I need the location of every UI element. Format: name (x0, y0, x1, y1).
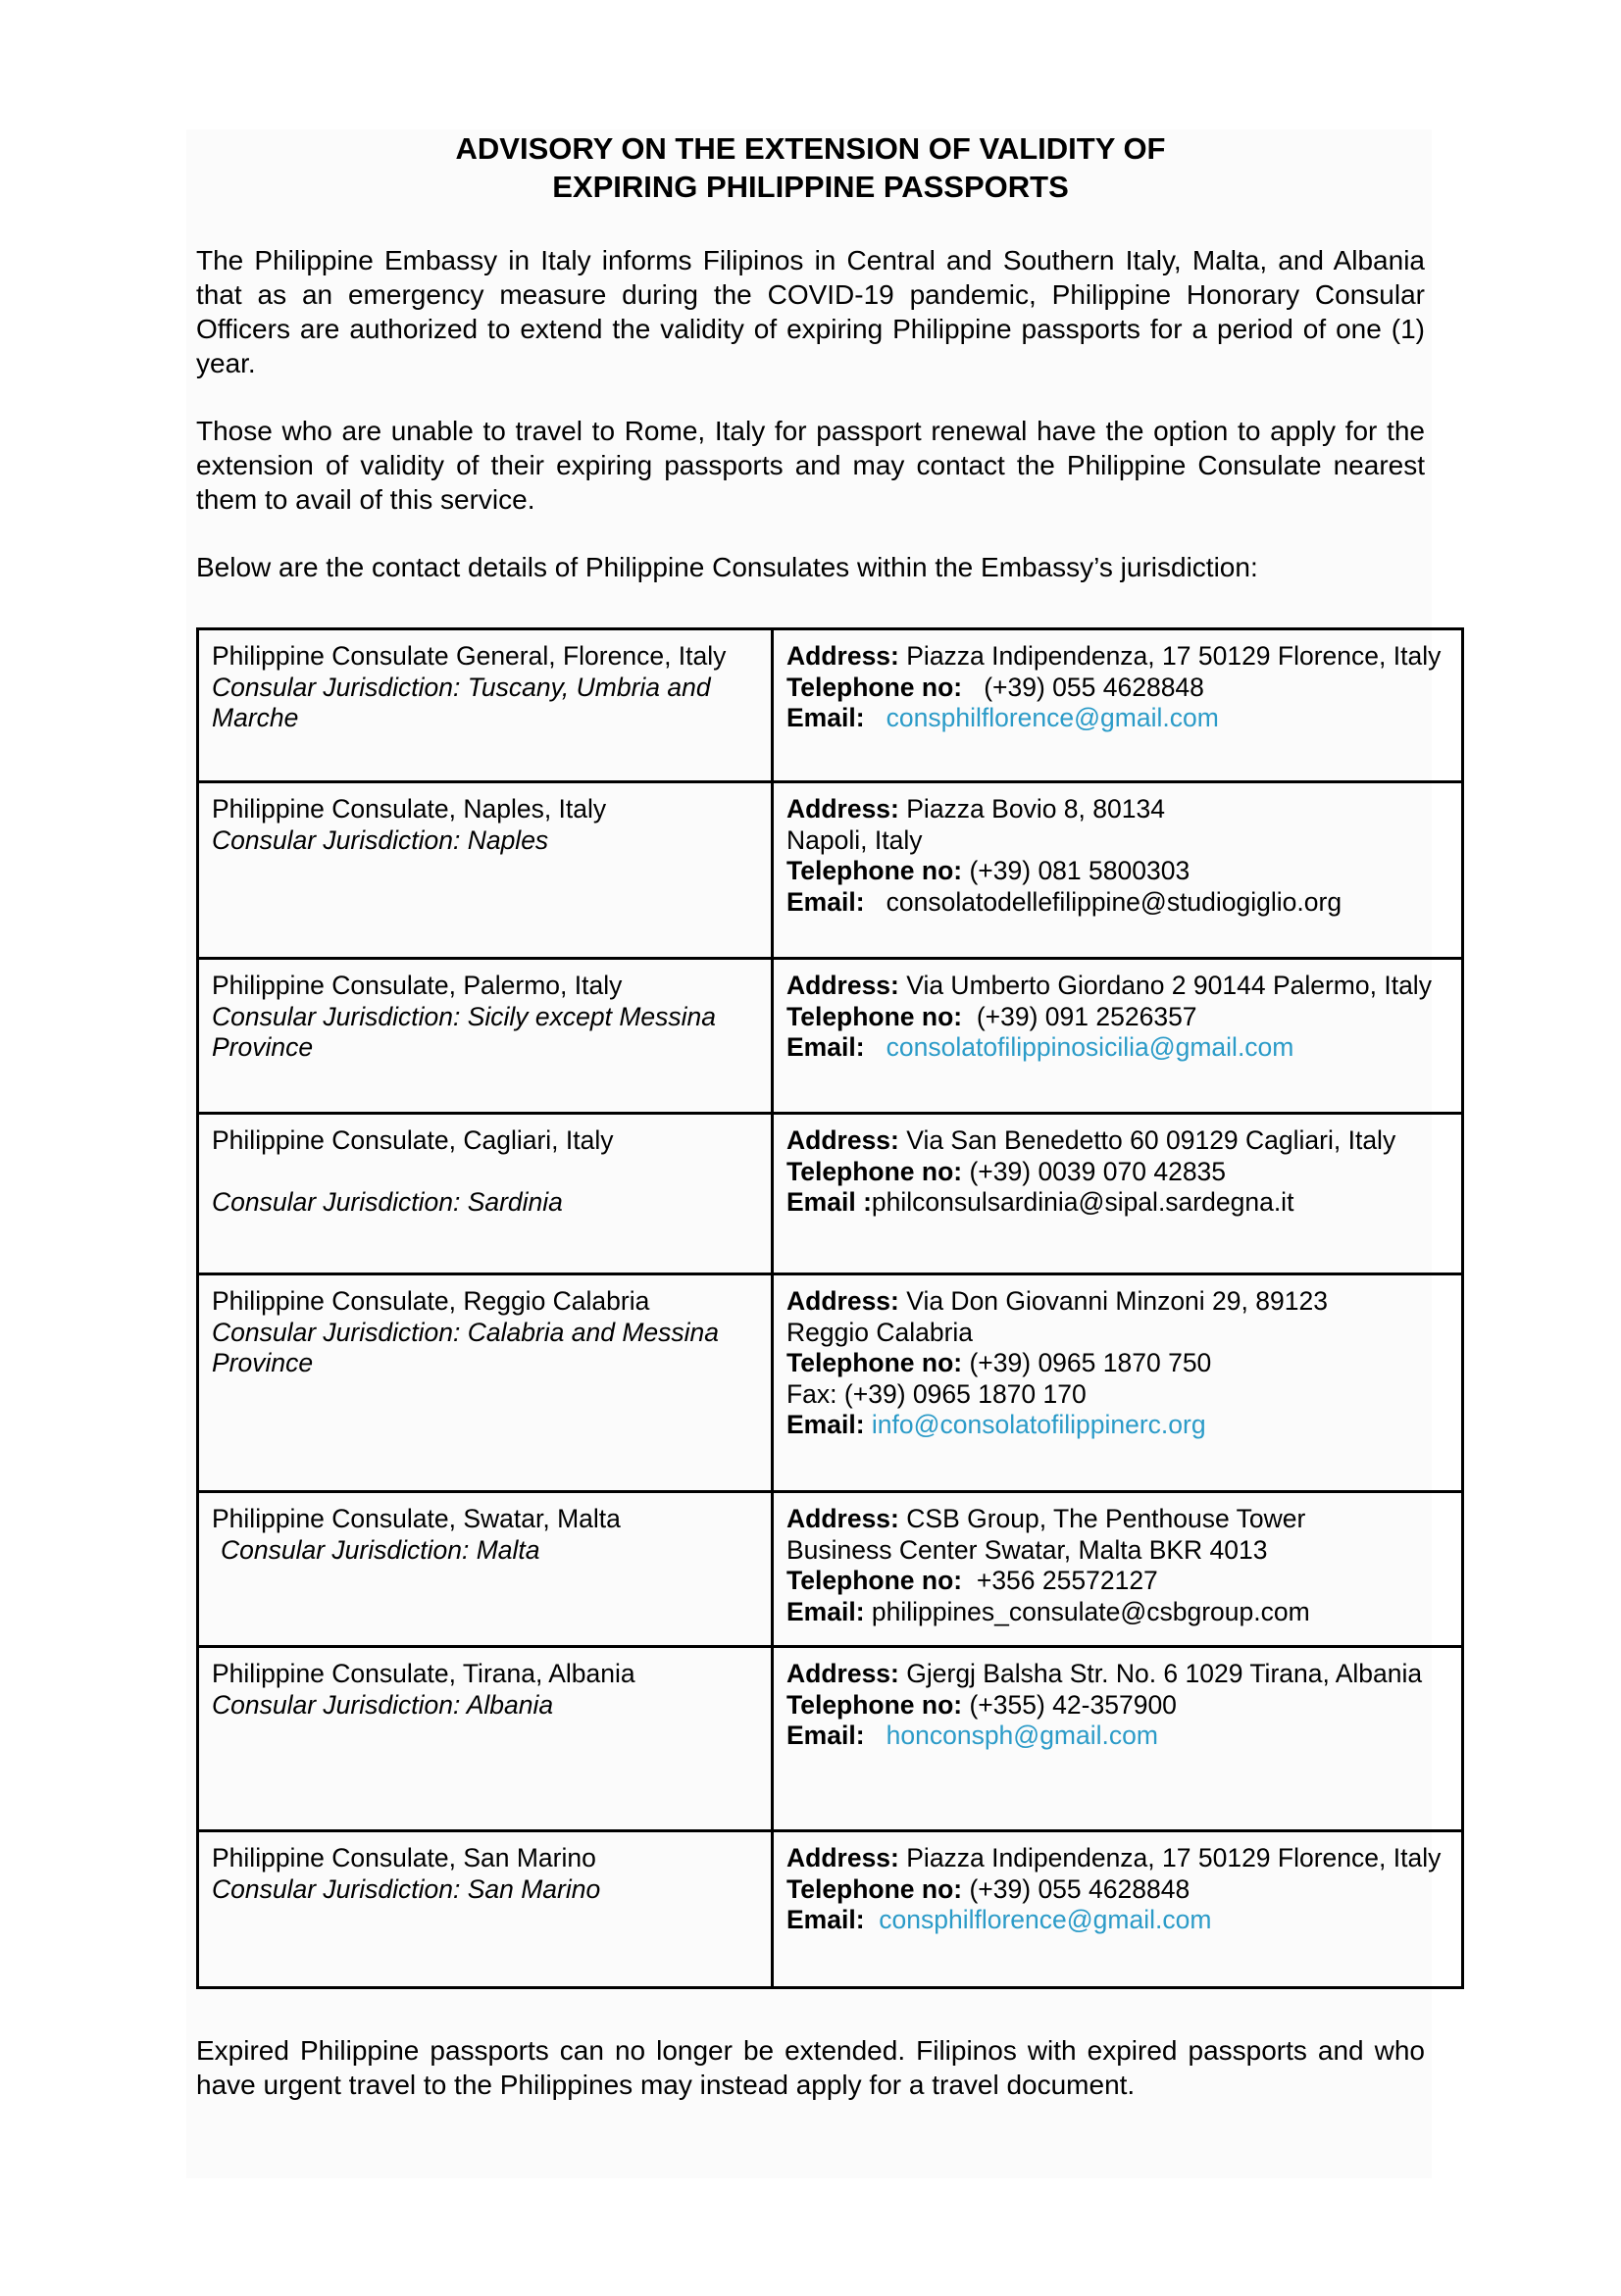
consulate-name-cell (198, 629, 773, 782)
address-value: Via San Benedetto 60 09129 Cagliari, Italy (906, 1125, 1396, 1155)
intro-paragraph-1: The Philippine Embassy in Italy informs Filipinos in Central and Southern Italy, Malta, and Albania that as an emergency measure during the COVID-19 pandemic, Philippine Honorary Consular Officers are authorized to extend the validity of expiring Philippine passports for a period of one (1) year. (196, 245, 1425, 378)
telephone-value: (+355) 42-357900 (969, 1689, 1177, 1720)
consulate-name: Philippine Consulate General, Florence, Italy (212, 641, 727, 671)
fax-label: Fax: (786, 1378, 837, 1409)
consulate-name: Philippine Consulate, Reggio Calabria (212, 1286, 650, 1316)
contact-details-cell (773, 629, 1463, 782)
footer-paragraph: Expired Philippine passports can no longer be extended. Filipinos with expired passports and who have urgent travel to the Philippines may instead apply for a travel document. (196, 2035, 1425, 2100)
address-value: Via Don Giovanni Minzoni 29, 89123 (906, 1286, 1328, 1316)
telephone-value: (+39) 0965 1870 750 (969, 1348, 1212, 1377)
consulate-name: Philippine Consulate, Swatar, Malta (212, 1504, 621, 1533)
address-label: Address: (786, 1659, 899, 1688)
intro-paragraph-3: Below are the contact details of Philippine Consulates within the Embassy’s jurisdiction: (196, 552, 1258, 582)
email-line (786, 1905, 1449, 1936)
address-line (786, 794, 1449, 825)
consulate-name-cell (198, 1274, 773, 1492)
telephone-label: Telephone no: (786, 672, 963, 702)
fax-value: (+39) 0965 1870 170 (843, 1378, 1087, 1409)
email-label: Email: (786, 703, 865, 732)
email-label: Email: (786, 886, 865, 917)
address-label: Address: (786, 1286, 899, 1316)
table-row (198, 1274, 1463, 1492)
telephone-label: Telephone no: (786, 1566, 963, 1595)
email-label: Email: (786, 1410, 865, 1439)
email-line (786, 1721, 1449, 1752)
telephone-line (786, 1348, 1449, 1379)
address-label: Address: (786, 794, 899, 824)
address-line (786, 1504, 1449, 1535)
consulate-name-cell (198, 782, 773, 959)
consular-jurisdiction: Consular Jurisdiction: Sicily except Messina Province (212, 1001, 717, 1062)
telephone-line (786, 1002, 1449, 1033)
address-label: Address: (786, 971, 899, 1000)
email-line (786, 703, 1449, 734)
address-label: Address: (786, 1504, 899, 1533)
email-label: Email: (786, 1032, 865, 1062)
email-value[interactable]: philconsulsardinia@sipal.sardegna.it (871, 1187, 1294, 1217)
telephone-label: Telephone no: (786, 1873, 963, 1904)
telephone-label: Telephone no: (786, 1689, 963, 1720)
consulates-table (196, 627, 1464, 1989)
table-row (198, 1492, 1463, 1647)
telephone-value: (+39) 0039 070 42835 (969, 1156, 1227, 1186)
consular-jurisdiction: Consular Jurisdiction: Albania (212, 1689, 554, 1720)
address-value: CSB Group, The Penthouse Tower (906, 1504, 1306, 1533)
advisory-document (196, 129, 1425, 584)
consulate-name: Philippine Consulate, Palermo, Italy (212, 971, 623, 1000)
consulate-name-cell (198, 1492, 773, 1647)
title-line-1: ADVISORY ON THE EXTENSION OF VALIDITY OF (455, 131, 1166, 166)
email-label: Email: (786, 1905, 865, 1934)
table-row (198, 959, 1463, 1114)
contact-details-cell (773, 959, 1463, 1114)
consular-jurisdiction: Consular Jurisdiction: Calabria and Messina Province (212, 1317, 719, 1377)
telephone-label: Telephone no: (786, 856, 963, 885)
address-line (786, 641, 1449, 673)
address-line (786, 1843, 1449, 1874)
address-value: Via Umberto Giordano 2 90144 Palermo, Italy (906, 971, 1432, 1000)
email-label: Email : (786, 1187, 872, 1217)
telephone-label: Telephone no: (786, 1348, 963, 1377)
telephone-line (786, 856, 1449, 887)
consulate-name-cell (198, 1831, 773, 1988)
table-row (198, 1647, 1463, 1831)
table-row (198, 782, 1463, 959)
telephone-line (786, 1566, 1449, 1597)
contact-details-cell (773, 1114, 1463, 1274)
email-line (786, 1187, 1449, 1219)
contact-details-cell (773, 1492, 1463, 1647)
consular-jurisdiction: Consular Jurisdiction: Sardinia (212, 1186, 563, 1217)
address-line-2: Napoli, Italy (786, 824, 923, 855)
consulate-name: Philippine Consulate, Cagliari, Italy (212, 1125, 614, 1155)
telephone-line (786, 1874, 1449, 1906)
contact-details-cell (773, 1831, 1463, 1988)
consulate-name: Philippine Consulate, Naples, Italy (212, 794, 607, 824)
consular-jurisdiction: Consular Jurisdiction: San Marino (212, 1873, 601, 1904)
email-line (786, 1032, 1449, 1064)
email-line (786, 887, 1449, 919)
title-line-2: EXPIRING PHILIPPINE PASSPORTS (552, 170, 1069, 204)
email-link[interactable]: consphilflorence@gmail.com (879, 1905, 1212, 1934)
consulate-name-cell (198, 959, 773, 1114)
telephone-value: (+39) 055 4628848 (984, 672, 1204, 702)
address-label: Address: (786, 1125, 899, 1155)
email-link[interactable]: consphilflorence@gmail.com (886, 703, 1219, 732)
telephone-value: (+39) 091 2526357 (976, 1001, 1197, 1031)
consulate-name-cell (198, 1114, 773, 1274)
contact-details-cell (773, 1274, 1463, 1492)
telephone-label: Telephone no: (786, 1001, 963, 1031)
email-value[interactable]: consolatodellefilippine@studiogiglio.org (886, 886, 1342, 917)
document-title (196, 129, 1425, 206)
consulate-name: Philippine Consulate, San Marino (212, 1843, 596, 1872)
email-link[interactable]: consolatofilippinosicilia@gmail.com (886, 1032, 1294, 1062)
address-value: Piazza Bovio 8, 80134 (906, 794, 1165, 824)
email-link[interactable]: info@consolatofilippinerc.org (871, 1410, 1206, 1439)
telephone-line (786, 1690, 1449, 1722)
email-value[interactable]: philippines_consulate@csbgroup.com (871, 1596, 1310, 1626)
address-line (786, 1286, 1449, 1318)
email-link[interactable]: honconsph@gmail.com (886, 1721, 1158, 1750)
address-line (786, 1125, 1449, 1157)
email-line (786, 1597, 1449, 1628)
email-label: Email: (786, 1596, 865, 1626)
address-value: Piazza Indipendenza, 17 50129 Florence, Italy (906, 641, 1442, 671)
telephone-value: (+39) 081 5800303 (969, 856, 1190, 885)
consular-jurisdiction: Consular Jurisdiction: Tuscany, Umbria and Marche (212, 672, 711, 732)
telephone-value: (+39) 055 4628848 (969, 1873, 1190, 1904)
contact-details-cell (773, 782, 1463, 959)
telephone-line (786, 1157, 1449, 1188)
address-label: Address: (786, 1843, 899, 1872)
address-value: Piazza Indipendenza, 17 50129 Florence, Italy (906, 1843, 1442, 1872)
consulate-name: Philippine Consulate, Tirana, Albania (212, 1659, 635, 1688)
consular-jurisdiction: Consular Jurisdiction: Naples (212, 824, 549, 855)
telephone-line (786, 673, 1449, 704)
consulate-name-cell (198, 1647, 773, 1831)
address-line-2: Business Center Swatar, Malta BKR 4013 (786, 1534, 1268, 1565)
telephone-value: +356 25572127 (976, 1566, 1158, 1595)
consular-jurisdiction: Consular Jurisdiction: Malta (221, 1534, 540, 1565)
contact-details-cell (773, 1647, 1463, 1831)
address-line (786, 971, 1449, 1002)
address-value: Gjergj Balsha Str. No. 6 1029 Tirana, Albania (906, 1659, 1423, 1688)
table-row (198, 629, 1463, 782)
address-label: Address: (786, 641, 899, 671)
table-row (198, 1114, 1463, 1274)
intro-paragraph-2: Those who are unable to travel to Rome, Italy for passport renewal have the option to apply for the extension of validity of their expiring passports and may contact the Philippine Consulate nearest them to avail of this service. (196, 416, 1425, 515)
address-line (786, 1659, 1449, 1690)
table-row (198, 1831, 1463, 1988)
spacer (212, 1157, 759, 1187)
telephone-label: Telephone no: (786, 1156, 963, 1186)
email-label: Email: (786, 1721, 865, 1750)
address-line-2: Reggio Calabria (786, 1317, 974, 1347)
email-line (786, 1410, 1449, 1441)
fax-line (786, 1379, 1449, 1411)
